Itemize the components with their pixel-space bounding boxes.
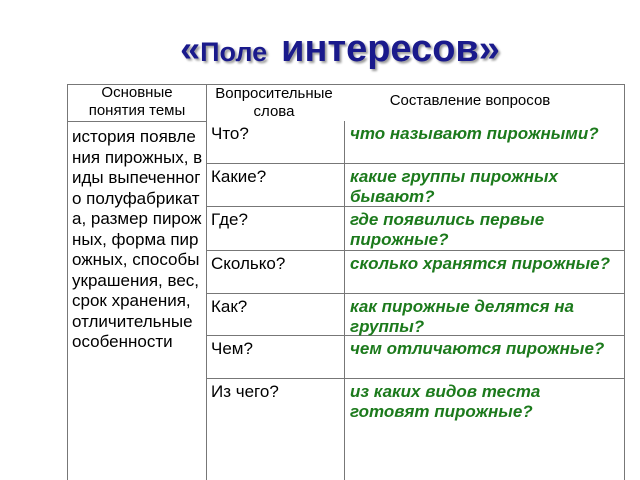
header-concepts: Основные понятия темы: [88, 84, 186, 119]
question-word: Как?: [211, 297, 248, 316]
question-word: Сколько?: [211, 254, 286, 273]
header-question-words: Вопросительные слова: [215, 85, 333, 120]
header-questions: Составление вопросов: [389, 92, 551, 109]
page-title: [0, 10, 640, 80]
title-word-interesov: интересов»: [281, 28, 500, 70]
row-divider: [206, 163, 625, 164]
question-text: что называют пирожными?: [350, 124, 599, 143]
table-column-divider-2: [344, 121, 345, 480]
question-word: Из чего?: [211, 382, 279, 401]
question-text: сколько хранятся пирожные?: [350, 254, 610, 273]
table-header-bottom: [67, 121, 206, 122]
row-divider: [206, 293, 625, 294]
question-text: какие группы пирожных бывают?: [350, 167, 559, 206]
question-word: Чем?: [211, 339, 253, 358]
question-word: Какие?: [211, 167, 267, 186]
title-word-pole: Поле: [200, 37, 268, 67]
row-divider: [206, 378, 625, 379]
title-quote-open: «: [180, 28, 201, 69]
question-word: Что?: [211, 124, 249, 143]
table-border-right: [624, 84, 625, 480]
concepts-cell: история появления пирожных, виды выпеченного полуфабриката, размер пирожных, форма пирожных, способы украшения, вес, срок хранения, отличительные особенности: [72, 127, 203, 351]
question-word: Где?: [211, 210, 248, 229]
question-text: чем отличаются пирожные?: [350, 339, 605, 358]
question-text: как пирожные делятся на группы?: [350, 297, 574, 336]
question-text: из каких видов теста готовят пирожные?: [350, 382, 541, 421]
question-text: где появились первые пирожные?: [350, 210, 545, 249]
table-column-divider-1: [206, 84, 207, 480]
row-divider: [206, 250, 625, 251]
table-border-left: [67, 84, 68, 480]
